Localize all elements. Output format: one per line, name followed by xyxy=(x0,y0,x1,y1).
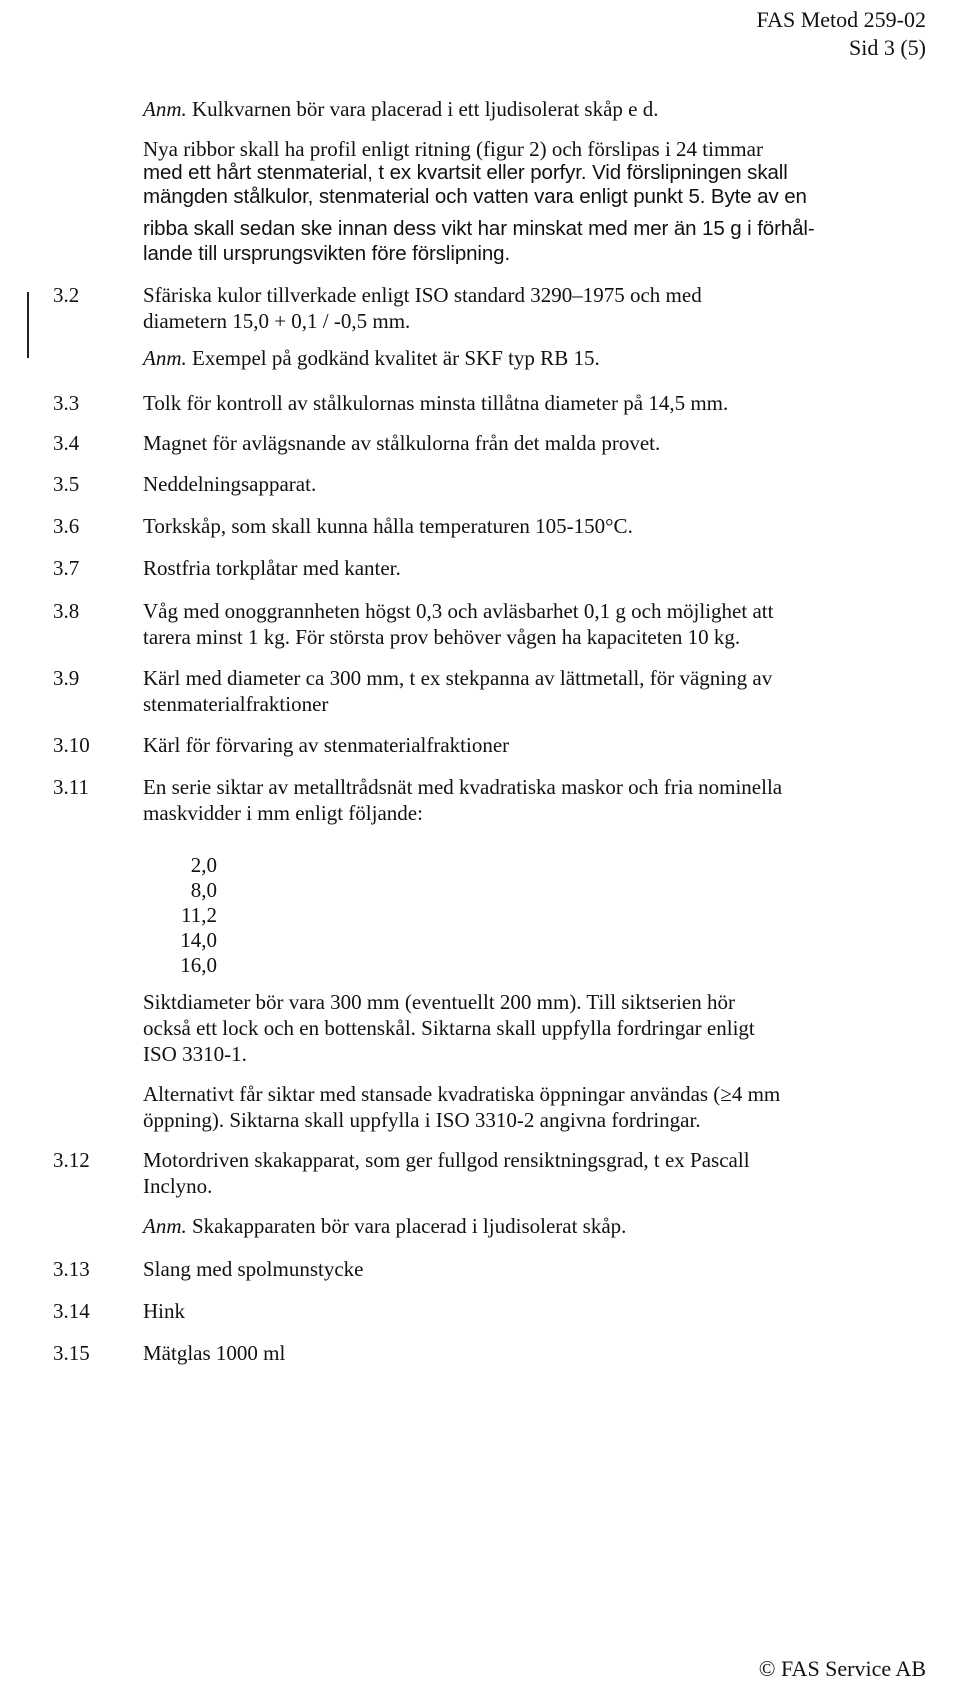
item-text: Sfäriska kulor tillverkade enligt ISO standard 3290–1975 och med xyxy=(143,283,702,307)
item-text: maskvidder i mm enligt följande: xyxy=(143,801,423,825)
item-text: stenmaterialfraktioner xyxy=(143,692,329,716)
sieve-size: 8,0 xyxy=(190,878,217,902)
item-text: Hink xyxy=(143,1299,185,1323)
intro-note xyxy=(143,96,659,122)
sieve-size: 14,0 xyxy=(180,928,217,952)
item-paragraph: Alternativt får siktar med stansade kvadratiska öppningar användas (≥4 mm xyxy=(143,1082,781,1106)
item-number: 3.11 xyxy=(53,775,89,799)
item-text: Mätglas 1000 ml xyxy=(143,1341,286,1365)
sieve-size: 2,0 xyxy=(190,853,217,877)
anm-text: Exempel på godkänd kvalitet är SKF typ RB 15. xyxy=(186,346,600,370)
item-number: 3.15 xyxy=(53,1341,90,1365)
item-number: 3.7 xyxy=(53,556,80,580)
item-text: Torkskåp, som skall kunna hålla temperaturen 105-150°C. xyxy=(143,514,633,538)
item-number: 3.3 xyxy=(53,391,80,415)
item-text: Magnet för avlägsnande av stålkulorna från det malda provet. xyxy=(143,431,661,455)
item-text: diametern 15,0 + 0,1 / -0,5 mm. xyxy=(143,309,411,333)
anm-text: Skakapparaten bör vara placerad i ljudisolerat skåp. xyxy=(186,1214,627,1238)
intro-line: ribba skall sedan ske innan dess vikt har minskat med mer än 15 g i förhål- xyxy=(143,217,815,240)
item-text: tarera minst 1 kg. För största prov behöver vågen ha kapaciteten 10 kg. xyxy=(143,625,741,649)
item-paragraph: Siktdiameter bör vara 300 mm (eventuellt 200 mm). Till siktserien hör xyxy=(143,990,735,1014)
item-text: Inclyno. xyxy=(143,1174,213,1198)
item-text: Slang med spolmunstycke xyxy=(143,1257,364,1281)
intro-line: lande till ursprungsvikten före förslipning. xyxy=(143,242,511,265)
item-text: Tolk för kontroll av stålkulornas minsta tillåtna diameter på 14,5 mm. xyxy=(143,391,729,415)
item-number: 3.12 xyxy=(53,1148,90,1172)
item-text: Neddelningsapparat. xyxy=(143,472,317,496)
change-bar xyxy=(27,292,29,358)
item-note xyxy=(143,345,600,371)
intro-line: med ett hårt stenmaterial, t ex kvartsit eller porfyr. Vid förslipningen skall xyxy=(143,161,788,184)
item-number: 3.8 xyxy=(53,599,80,623)
anm-text: Kulkvarnen bör vara placerad i ett ljudisolerat skåp e d. xyxy=(186,97,659,121)
sieve-size: 11,2 xyxy=(181,903,217,927)
intro-line: mängden stålkulor, stenmaterial och vatten vara enligt punkt 5. Byte av en xyxy=(143,185,807,208)
page-number: Sid 3 (5) xyxy=(849,35,926,60)
item-number: 3.4 xyxy=(53,431,80,455)
item-text: Våg med onoggrannheten högst 0,3 och avläsbarhet 0,1 g och möjlighet att xyxy=(143,599,774,623)
item-text: Kärl med diameter ca 300 mm, t ex stekpanna av lättmetall, för vägning av xyxy=(143,666,773,690)
footer-copyright: © FAS Service AB xyxy=(758,1656,926,1681)
item-paragraph: öppning). Siktarna skall uppfylla i ISO 3310-2 angivna fordringar. xyxy=(143,1108,701,1132)
item-note xyxy=(143,1213,626,1239)
anm-label: Anm. xyxy=(143,1214,187,1238)
item-text: En serie siktar av metalltrådsnät med kvadratiska maskor och fria nominella xyxy=(143,775,783,799)
anm-label: Anm. xyxy=(143,97,187,121)
item-number: 3.5 xyxy=(53,472,80,496)
document-id: FAS Metod 259-02 xyxy=(756,7,926,32)
anm-label: Anm. xyxy=(143,346,187,370)
item-number: 3.13 xyxy=(53,1257,90,1281)
item-number: 3.6 xyxy=(53,514,80,538)
item-number: 3.9 xyxy=(53,666,80,690)
item-number: 3.2 xyxy=(53,283,80,307)
item-text: Motordriven skakapparat, som ger fullgod rensiktningsgrad, t ex Pascall xyxy=(143,1148,750,1172)
item-text: Kärl för förvaring av stenmaterialfraktioner xyxy=(143,733,510,757)
item-paragraph: också ett lock och en bottenskål. Siktarna skall uppfylla fordringar enligt xyxy=(143,1016,755,1040)
item-number: 3.10 xyxy=(53,733,90,757)
item-text: Rostfria torkplåtar med kanter. xyxy=(143,556,401,580)
intro-line: Nya ribbor skall ha profil enligt ritning (figur 2) och förslipas i 24 timmar xyxy=(143,137,763,161)
item-paragraph: ISO 3310-1. xyxy=(143,1042,247,1066)
sieve-size: 16,0 xyxy=(180,953,217,977)
item-number: 3.14 xyxy=(53,1299,90,1323)
